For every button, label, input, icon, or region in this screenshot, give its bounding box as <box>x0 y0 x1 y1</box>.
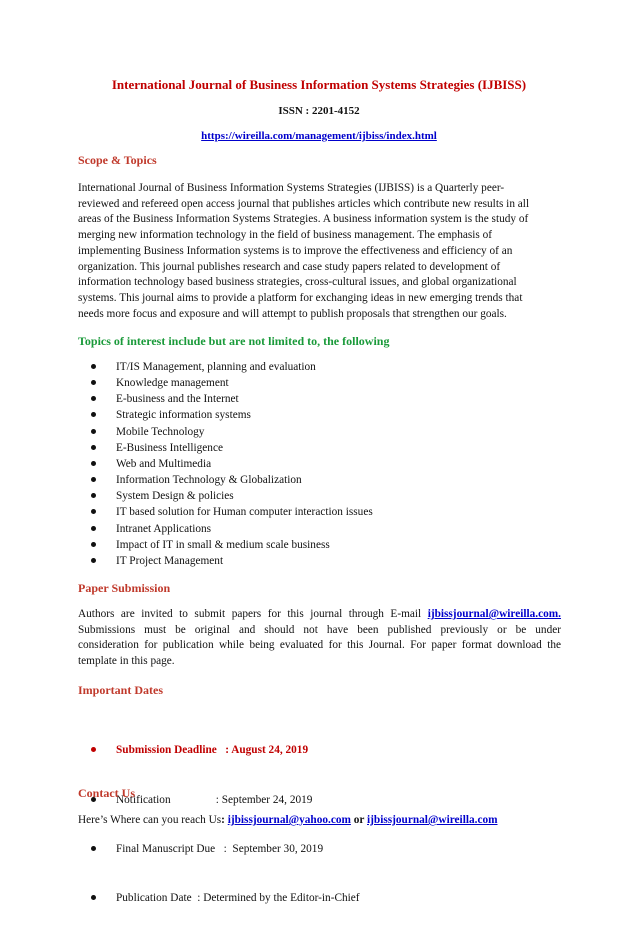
submission-heading: Paper Submission <box>78 581 171 595</box>
list-item: IT Project Management <box>91 553 373 569</box>
list-item: Final Manuscript Due : September 30, 2019 <box>91 841 360 858</box>
contact-email-wireilla-link[interactable]: ijbissjournal@wireilla.com <box>367 814 498 826</box>
bullet-icon <box>91 477 96 482</box>
submission-paragraph <box>78 607 561 670</box>
list-item: Web and Multimedia <box>91 456 373 472</box>
scope-line: information technology based business strategies, cross-cultural issues, and global organizational <box>78 276 517 289</box>
bullet-icon <box>91 526 96 531</box>
scope-line: merging new information technology in the field of business management. The emphasis of <box>78 229 493 242</box>
contact-email-yahoo-link[interactable]: ijbissjournal@yahoo.com <box>227 814 351 826</box>
bullet-icon <box>91 542 96 547</box>
list-item: E-business and the Internet <box>91 391 373 407</box>
scope-line: reviewed and refereed open access journal that publishes articles which contribute new results in all <box>78 197 530 210</box>
scope-line: systems. This journal aims to provide a platform for exchanging ideas in new emerging trends that <box>78 291 523 304</box>
journal-url-line <box>0 129 638 143</box>
list-item: Knowledge management <box>91 375 373 391</box>
list-item: System Design & policies <box>91 488 373 504</box>
scope-line: International Journal of Business Information Systems Strategies (IJBISS) is a Quarterly peer- <box>78 182 505 194</box>
scope-line: areas of the Business Information Systems Strategies. A business information system is the study of <box>78 213 529 226</box>
submission-line: template in this page. <box>78 655 175 668</box>
bullet-icon <box>91 846 96 851</box>
journal-url-link[interactable]: https://wireilla.com/management/ijbiss/index.html <box>201 130 437 142</box>
scope-heading: Scope & Topics <box>78 153 157 167</box>
submission-line: Submissions must be original and should not have been published previously or be under <box>78 623 561 636</box>
bullet-icon <box>91 445 96 450</box>
list-item: Mobile Technology <box>91 424 373 440</box>
scope-line: implementing Business Information systems is to improve the effectiveness and efficiency of an <box>78 244 513 257</box>
scope-line: needs more focus and exposure and will attempt to publish proposals that strengthen our goals. <box>78 307 507 320</box>
bullet-icon <box>91 461 96 466</box>
bullet-icon <box>91 380 96 385</box>
list-item: Impact of IT in small & medium scale business <box>91 537 373 553</box>
scope-line: organization. This journal publishes research and case study papers related to development of <box>78 260 501 273</box>
submission-email-link[interactable]: ijbissjournal@wireilla.com. <box>427 608 561 620</box>
bullet-icon <box>91 396 96 401</box>
list-item: IT/IS Management, planning and evaluation <box>91 359 373 375</box>
topics-heading: Topics of interest include but are not limited to, the following <box>78 334 390 348</box>
contact-heading: Contact Us <box>78 786 135 800</box>
bullet-icon <box>91 429 96 434</box>
journal-title: International Journal of Business Information Systems Strategies (IJBISS) <box>111 77 527 92</box>
contact-line: Here’s Where can you reach Us: ijbissjournal@yahoo.com or ijbissjournal@wireilla.com <box>78 814 498 826</box>
issn: ISSN : 2201-4152 <box>278 105 360 117</box>
list-item: Information Technology & Globalization <box>91 472 373 488</box>
bullet-icon <box>91 747 96 752</box>
submission-line: consideration for publication while being evaluated for this Journal. For paper format download the <box>78 639 561 652</box>
bullet-icon <box>91 493 96 498</box>
submission-line: Authors are invited to submit papers for this journal through E-mail ijbissjournal@wireilla.com. <box>78 608 561 620</box>
topics-list <box>91 359 373 569</box>
list-item: E-Business Intelligence <box>91 440 373 456</box>
list-item: Strategic information systems <box>91 407 373 423</box>
bullet-icon <box>91 364 96 369</box>
scope-paragraph <box>78 181 561 322</box>
list-item: Intranet Applications <box>91 521 373 537</box>
list-item: Submission Deadline : August 24, 2019 <box>91 742 360 759</box>
list-item: IT based solution for Human computer interaction issues <box>91 504 373 520</box>
bullet-icon <box>91 509 96 514</box>
bullet-icon <box>91 558 96 563</box>
list-item: Notification : September 24, 2019 <box>91 792 360 809</box>
dates-heading: Important Dates <box>78 683 163 697</box>
list-item: Publication Date : Determined by the Editor-in-Chief <box>91 890 360 907</box>
bullet-icon <box>91 895 96 900</box>
bullet-icon <box>91 412 96 417</box>
